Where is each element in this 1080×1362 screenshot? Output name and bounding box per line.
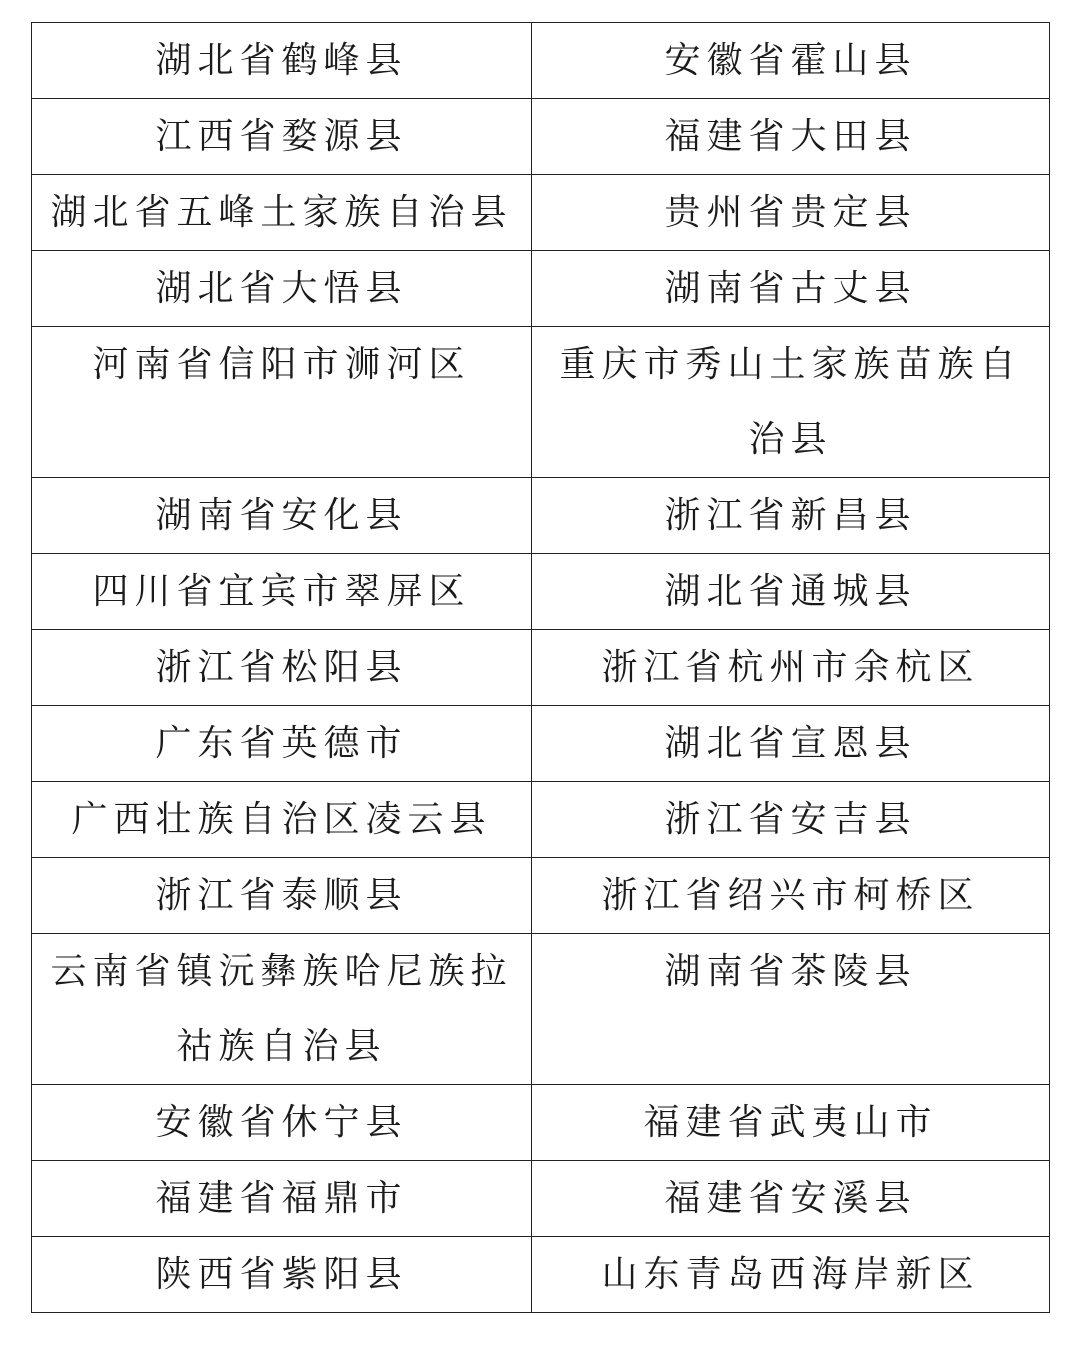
table-cell: 安徽省霍山县 [532, 23, 1050, 99]
table-row [32, 858, 1050, 934]
table-cell: 山东青岛西海岸新区 [532, 1237, 1050, 1313]
table-cell: 重庆市秀山土家族苗族自治县 [532, 327, 1050, 478]
table-cell: 浙江省松阳县 [32, 630, 532, 706]
table-row [32, 630, 1050, 706]
table-row [32, 1161, 1050, 1237]
table-cell: 云南省镇沅彝族哈尼族拉祜族自治县 [32, 934, 532, 1085]
table-row [32, 554, 1050, 630]
table-cell: 湖北省五峰土家族自治县 [32, 175, 532, 251]
county-list-body [32, 23, 1050, 1313]
table-cell: 福建省武夷山市 [532, 1085, 1050, 1161]
table-cell: 浙江省泰顺县 [32, 858, 532, 934]
table-row [32, 251, 1050, 327]
table-row [32, 782, 1050, 858]
table-cell: 湖南省古丈县 [532, 251, 1050, 327]
table-cell: 湖南省茶陵县 [532, 934, 1050, 1085]
table-row [32, 706, 1050, 782]
table-row [32, 1237, 1050, 1313]
table-row [32, 327, 1050, 478]
table-row [32, 478, 1050, 554]
table-cell: 浙江省安吉县 [532, 782, 1050, 858]
table-cell: 福建省安溪县 [532, 1161, 1050, 1237]
table-cell: 浙江省绍兴市柯桥区 [532, 858, 1050, 934]
table-cell: 福建省福鼎市 [32, 1161, 532, 1237]
table-cell: 浙江省新昌县 [532, 478, 1050, 554]
table-cell: 安徽省休宁县 [32, 1085, 532, 1161]
table-row [32, 23, 1050, 99]
table-cell: 浙江省杭州市余杭区 [532, 630, 1050, 706]
table-row [32, 934, 1050, 1085]
table-cell: 湖北省鹤峰县 [32, 23, 532, 99]
table-cell: 湖北省宣恩县 [532, 706, 1050, 782]
table-cell: 贵州省贵定县 [532, 175, 1050, 251]
table-cell: 江西省婺源县 [32, 99, 532, 175]
table-cell: 广西壮族自治区凌云县 [32, 782, 532, 858]
county-list-table [31, 22, 1050, 1313]
table-row [32, 1085, 1050, 1161]
table-cell: 广东省英德市 [32, 706, 532, 782]
table-cell: 湖北省大悟县 [32, 251, 532, 327]
table-cell: 湖北省通城县 [532, 554, 1050, 630]
table-cell: 河南省信阳市浉河区 [32, 327, 532, 478]
table-row [32, 175, 1050, 251]
table-cell: 四川省宜宾市翠屏区 [32, 554, 532, 630]
table-cell: 陕西省紫阳县 [32, 1237, 532, 1313]
table-cell: 湖南省安化县 [32, 478, 532, 554]
table-cell: 福建省大田县 [532, 99, 1050, 175]
table-row [32, 99, 1050, 175]
